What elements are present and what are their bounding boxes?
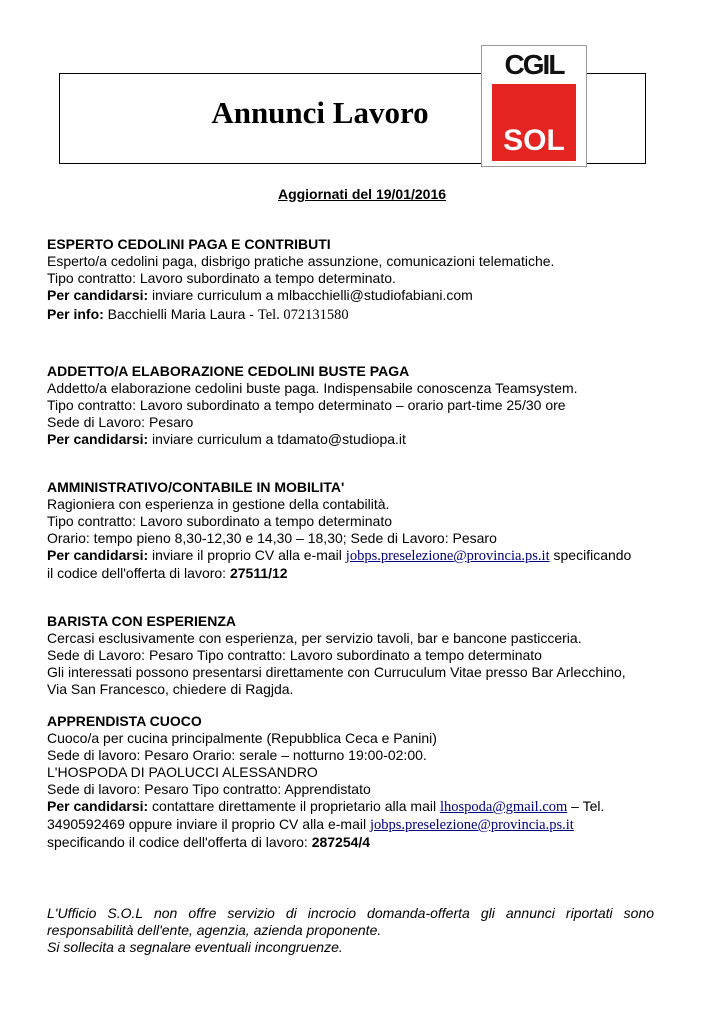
job-apply (47, 287, 687, 304)
apply-label: Per candidarsi: (47, 287, 149, 303)
apply-text: inviare curriculum a mlbacchielli@studiofabiani.com (148, 287, 473, 303)
job-employer: L'HOSPODA DI PAOLUCCI ALESSANDRO (47, 764, 318, 780)
page-title: Annunci Lavoro (211, 95, 429, 130)
job-apply (47, 798, 687, 816)
apply-text: contattare direttamente il proprietario alla mail (148, 798, 440, 814)
apply-text: inviare il proprio CV alla e-mail (148, 547, 346, 563)
logo-red-block (492, 84, 576, 161)
disclaimer-note: Si sollecita a segnalare eventuali incongruenze. (47, 939, 343, 955)
info-tel: Tel. 072131580 (257, 307, 349, 323)
info-label: Per info: (47, 306, 104, 322)
apply-label: Per candidarsi: (47, 798, 149, 814)
job-description: Cuoco/a per cucina principalmente (Repubblica Ceca e Panini) (47, 730, 437, 746)
apply-after: – Tel. (567, 798, 605, 814)
job-description: Esperto/a cedolini paga, disbrigo pratiche assunzione, comunicazioni telematiche. (47, 253, 555, 269)
footer-disclaimer (47, 905, 654, 956)
job-info (47, 306, 687, 324)
job-listing (47, 713, 687, 851)
job-code (47, 565, 687, 582)
job-code (47, 834, 687, 851)
code-text: il codice dell'offerta di lavoro: (47, 565, 230, 581)
job-contract: Tipo contratto: Lavoro subordinato a tempo determinato – orario part-time 25/30 ore (47, 397, 566, 413)
cgil-sol-logo (481, 45, 587, 167)
info-text: Bacchielli Maria Laura - (103, 306, 258, 322)
apply-line2-text: 3490592469 oppure inviare il proprio CV alla e-mail (47, 816, 370, 832)
apply-label: Per candidarsi: (47, 547, 149, 563)
job-address: Via San Francesco, chiedere di Ragjda. (47, 681, 294, 697)
job-location: Sede di Lavoro: Pesaro (47, 414, 194, 430)
job-title: BARISTA CON ESPERIENZA (47, 613, 237, 629)
job-apply-line2 (47, 816, 687, 834)
job-description: Ragioniera con esperienza in gestione della contabilità. (47, 496, 390, 512)
job-title: AMMINISTRATIVO/CONTABILE IN MOBILITA' (47, 479, 345, 495)
email-link[interactable]: lhospoda@gmail.com (439, 799, 568, 815)
apply-text: inviare curriculum a tdamato@studiopa.it (148, 431, 406, 447)
offer-code: 287254/4 (311, 834, 371, 850)
job-schedule: Sede di lavoro: Pesaro Orario: serale – notturno 19:00-02:00. (47, 747, 427, 763)
job-apply (47, 431, 687, 448)
logo-sol-text: SOL (503, 124, 565, 157)
job-contract: Sede di lavoro: Pesaro Tipo contratto: Apprendistato (47, 781, 371, 797)
job-contract: Tipo contratto: Lavoro subordinato a tempo determinato. (47, 270, 396, 286)
offer-code: 27511/12 (229, 565, 288, 581)
email-link[interactable]: jobps.preselezione@provincia.ps.it (369, 817, 574, 833)
apply-label: Per candidarsi: (47, 431, 149, 447)
job-apply-info: Gli interessati possono presentarsi direttamente con Curruculum Vitae presso Bar Arlecchino, (47, 664, 626, 680)
job-listing (47, 479, 687, 582)
updated-date: Aggiornati del 19/01/2016 (277, 186, 447, 202)
job-apply (47, 547, 687, 565)
code-text: specificando il codice dell'offerta di lavoro: (47, 834, 312, 850)
disclaimer-text: L'Ufficio S.O.L non offre servizio di incrocio domanda-offerta gli annunci riportati sono responsabilità dell'ente, agenzia, azienda proponente. (47, 905, 654, 938)
logo-cgil-text: CGIL (504, 49, 564, 80)
apply-after: specificando (549, 547, 632, 563)
job-schedule: Orario: tempo pieno 8,30-12,30 e 14,30 – 18,30; Sede di Lavoro: Pesaro (47, 530, 497, 546)
job-title: ESPERTO CEDOLINI PAGA E CONTRIBUTI (47, 236, 331, 252)
job-listing (47, 613, 687, 698)
job-listing (47, 363, 687, 448)
job-title: APPRENDISTA CUOCO (47, 713, 202, 729)
job-listing (47, 236, 687, 324)
job-description: Cercasi esclusivamente con esperienza, per servizio tavoli, bar e bancone pasticceria. (47, 630, 582, 646)
job-title: ADDETTO/A ELABORAZIONE CEDOLINI BUSTE PAGA (47, 363, 410, 379)
job-location: Sede di Lavoro: Pesaro Tipo contratto: Lavoro subordinato a tempo determinato (47, 647, 542, 663)
email-link[interactable]: jobps.preselezione@provincia.ps.it (345, 548, 550, 564)
job-contract: Tipo contratto: Lavoro subordinato a tempo determinato (47, 513, 393, 529)
job-description: Addetto/a elaborazione cedolini buste paga. Indispensabile conoscenza Teamsystem. (47, 380, 578, 396)
